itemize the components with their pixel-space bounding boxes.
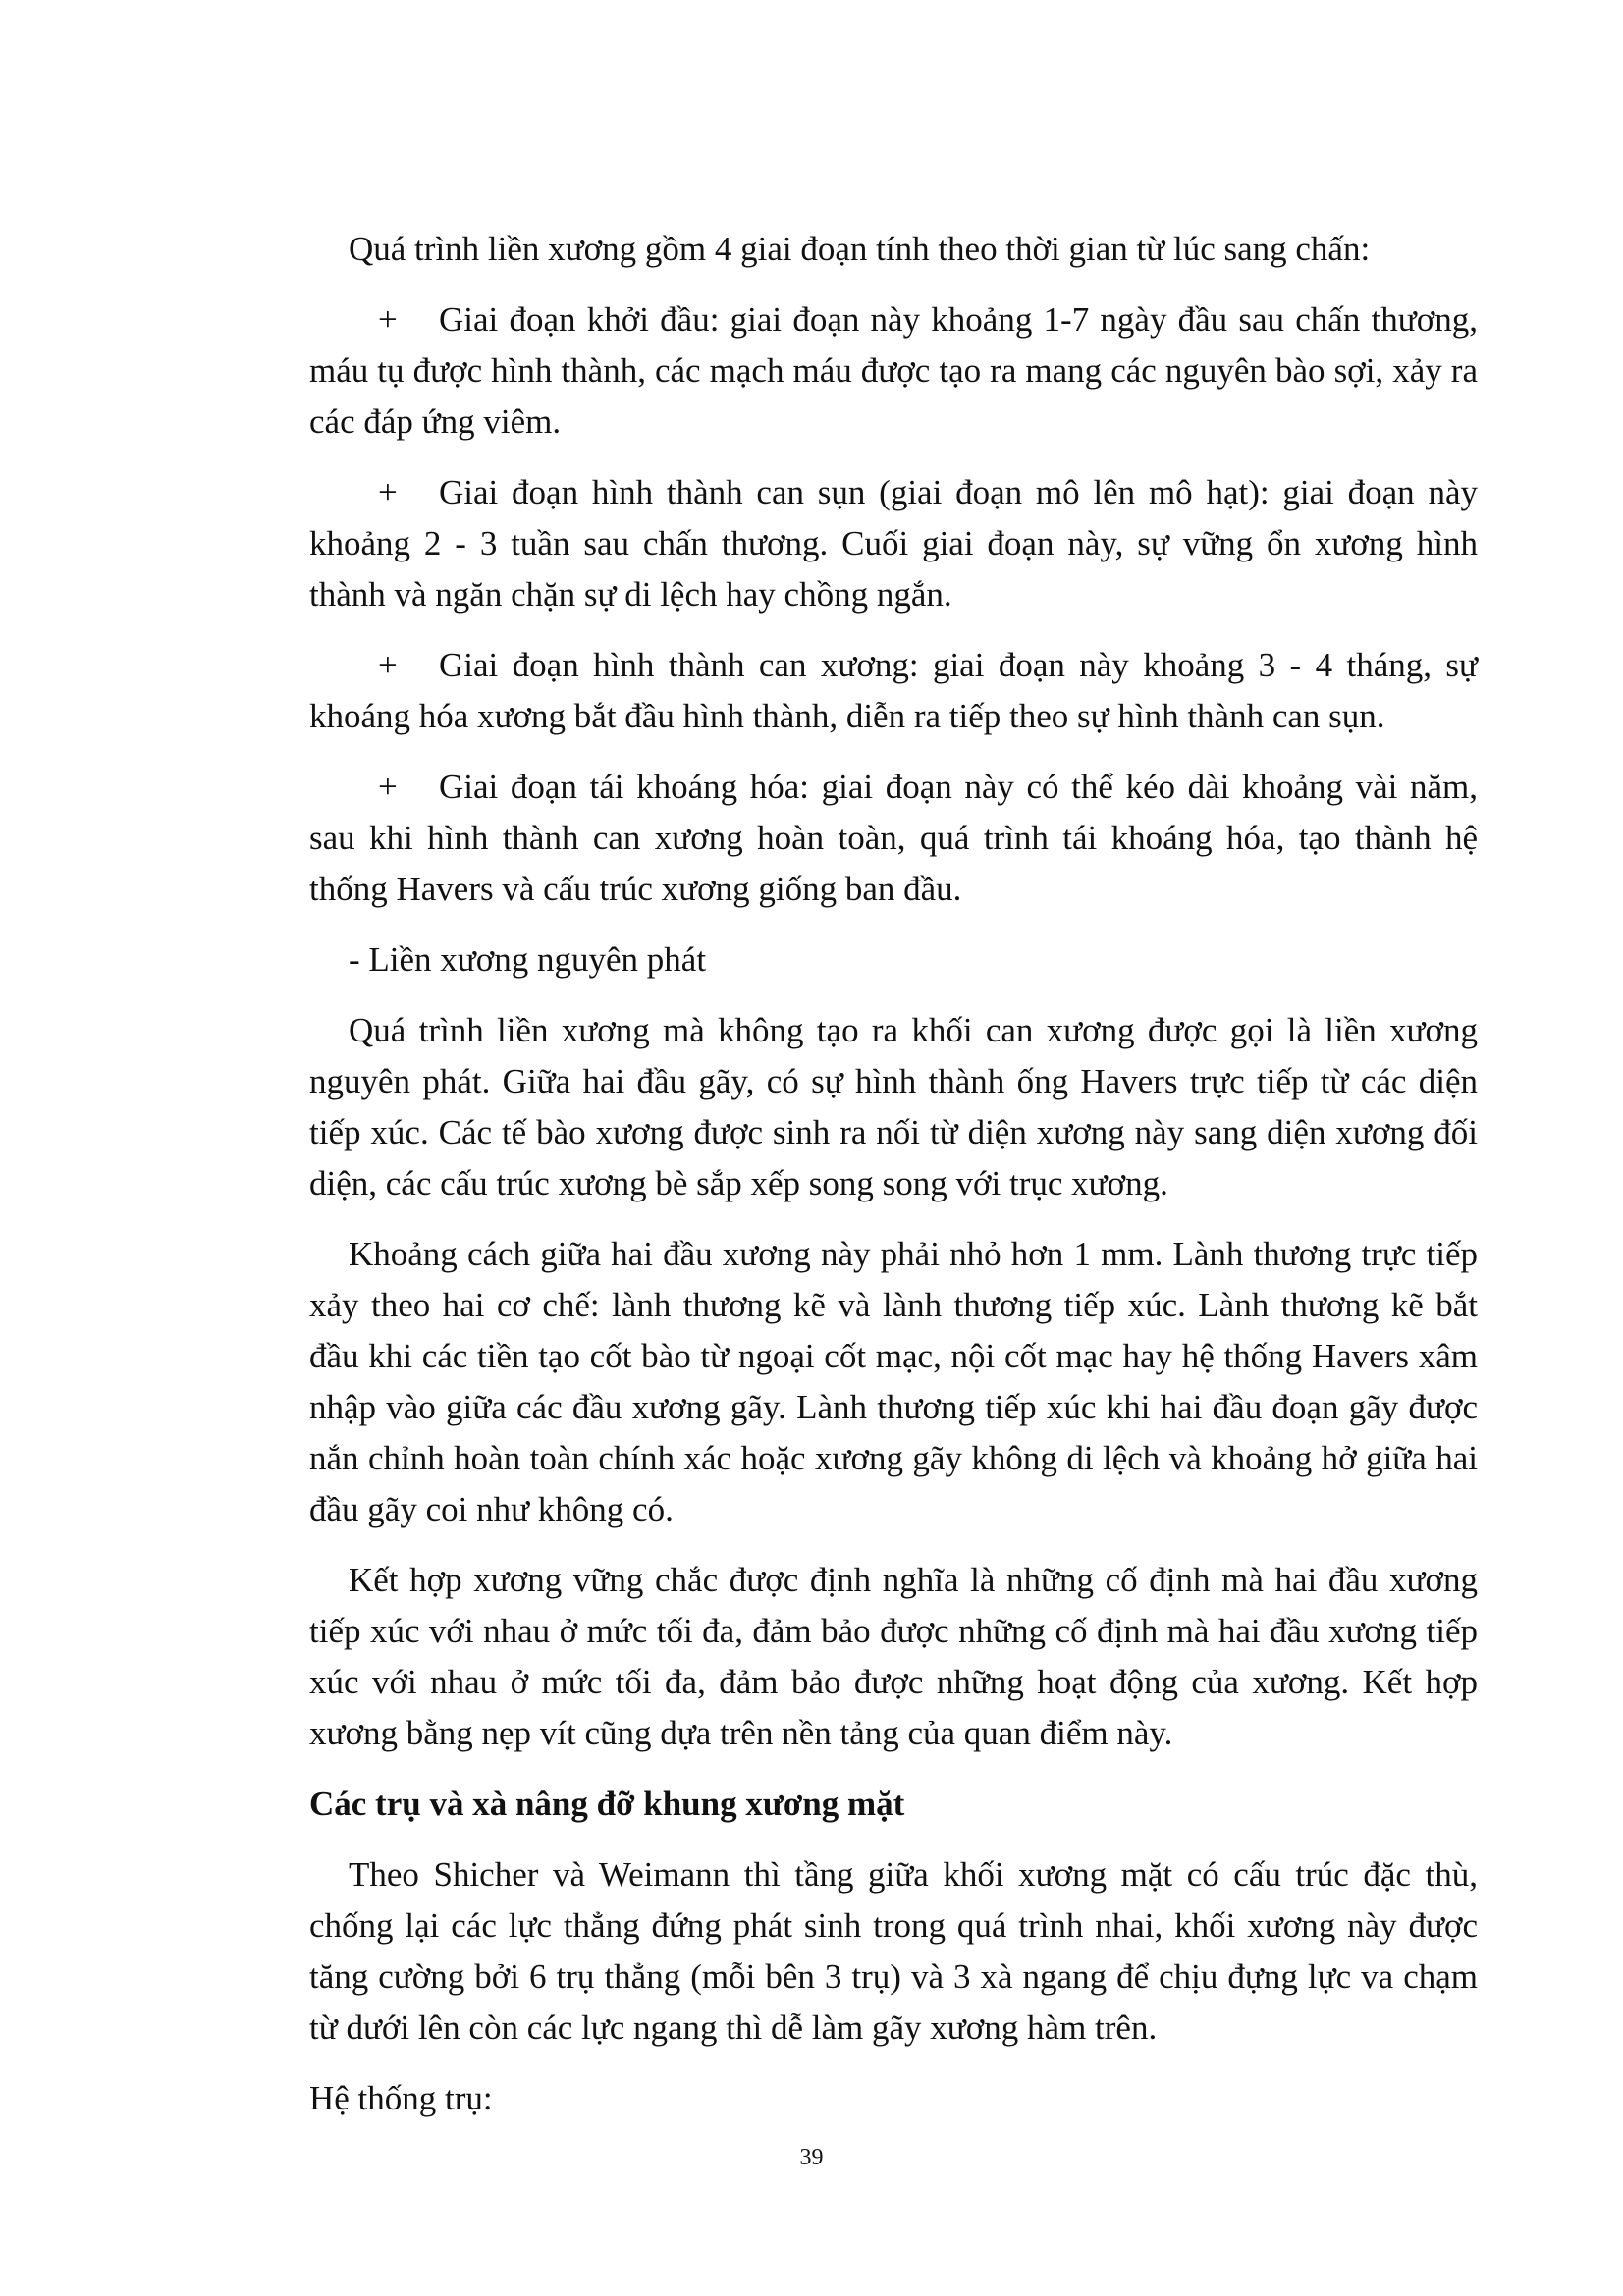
body-paragraph: Quá trình liền xương mà không tạo ra khối can xương được gọi là liền xương nguyên phát. Giữa hai đầu gãy, có sự hình thành ống Havers trực tiếp từ các diện tiếp xúc. Các tế bào xương được sinh ra nối từ diện xương này sang diện xương đối diện, các cấu trúc xương bè sắp xếp song song với trục xương.: [309, 1011, 1478, 1202]
bullet-mark: +: [378, 768, 398, 806]
stage-item-1: [309, 294, 1478, 448]
section-heading: Các trụ và xà nâng đỡ khung xương mặt: [309, 1785, 905, 1823]
stage-item-2: [309, 467, 1478, 620]
bullet-mark: +: [378, 473, 398, 511]
intro-paragraph: Quá trình liền xương gồm 4 giai đoạn tính theo thời gian từ lúc sang chấn:: [349, 230, 1371, 268]
bullet-mark: +: [378, 300, 398, 339]
page-body: [309, 224, 1478, 2144]
body-paragraph: Khoảng cách giữa hai đầu xương này phải nhỏ hơn 1 mm. Lành thương trực tiếp xảy theo hai cơ chế: lành thương kẽ và lành thương tiếp xúc. Lành thương kẽ bắt đầu khi các tiền tạo cốt bào từ ngoại cốt mạc, nội cốt mạc hay hệ thống Havers xâm nhập vào giữa các đầu xương gãy. Lành thương tiếp xúc khi hai đầu đoạn gãy được nắn chỉnh hoàn toàn chính xác hoặc xương gãy không di lệch và khoảng hở giữa hai đầu gãy coi như không có.: [309, 1235, 1478, 1528]
page-number: 39: [799, 2145, 824, 2170]
stage-text: Giai đoạn hình thành can xương: giai đoạn này khoảng 3 - 4 tháng, sự khoáng hóa xương bắt đầu hình thành, diễn ra tiếp theo sự hình thành can sụn.: [309, 646, 1478, 735]
stage-text: Giai đoạn tái khoáng hóa: giai đoạn này có thể kéo dài khoảng vài năm, sau khi hình thành can xương hoàn toàn, quá trình tái khoáng hóa, tạo thành hệ thống Havers và cấu trúc xương giống ban đầu.: [309, 768, 1478, 908]
subsection-label: - Liền xương nguyên phát: [349, 940, 707, 979]
stage-text: Giai đoạn khởi đầu: giai đoạn này khoảng 1-7 ngày đầu sau chấn thương, máu tụ được hình thành, các mạch máu được tạo ra mang các nguyên bào sợi, xảy ra các đáp ứng viêm.: [309, 300, 1478, 441]
bullet-mark: +: [378, 646, 398, 684]
list-lead-in: Hệ thống trụ:: [309, 2079, 493, 2117]
stage-item-3: [309, 640, 1478, 742]
body-paragraph: Theo Shicher và Weimann thì tầng giữa khối xương mặt có cấu trúc đặc thù, chống lại các lực thẳng đứng phát sinh trong quá trình nhai, khối xương này được tăng cường bởi 6 trụ thẳng (mỗi bên 3 trụ) và 3 xà ngang để chịu đựng lực va chạm từ dưới lên còn các lực ngang thì dễ làm gãy xương hàm trên.: [309, 1855, 1478, 2047]
stage-item-4: [309, 762, 1478, 915]
stage-text: Giai đoạn hình thành can sụn (giai đoạn mô lên mô hạt): giai đoạn này khoảng 2 - 3 tuần sau chấn thương. Cuối giai đoạn này, sự vững ổn xương hình thành và ngăn chặn sự di lệch hay chồng ngắn.: [309, 473, 1478, 614]
body-paragraph: Kết hợp xương vững chắc được định nghĩa là những cố định mà hai đầu xương tiếp xúc với nhau ở mức tối đa, đảm bảo được những cố định mà hai đầu xương tiếp xúc với nhau ở mức tối đa, đảm bảo được những hoạt động của xương. Kết hợp xương bằng nẹp vít cũng dựa trên nền tảng của quan điểm này.: [309, 1561, 1478, 1752]
